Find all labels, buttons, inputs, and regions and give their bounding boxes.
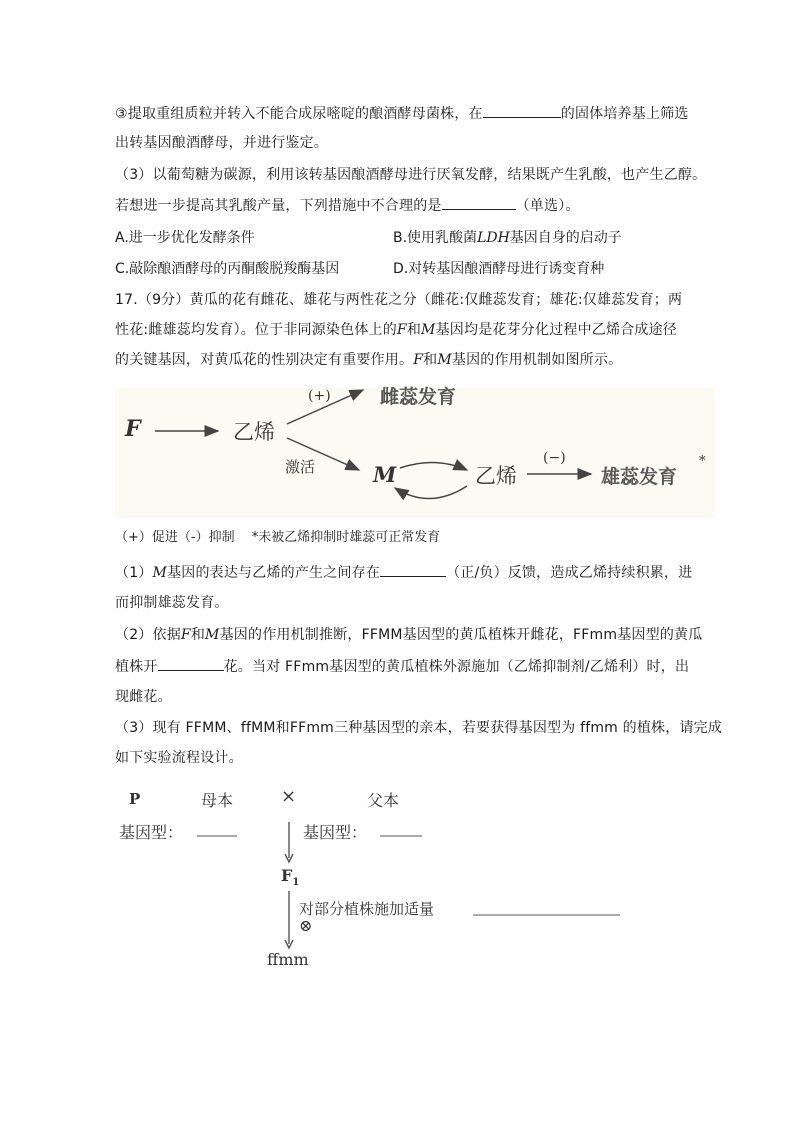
- q16-part3-text-c: （单选）。: [515, 198, 580, 214]
- q17-part1-line2: [115, 593, 685, 613]
- selfing-symbol: ⊗: [299, 916, 313, 935]
- q16-step3-text-c: 出转基因酿酒酵母，并进行鉴定。: [115, 135, 328, 151]
- diagram-activate-label: 激活: [285, 458, 316, 476]
- q17-part3-line1: [115, 718, 723, 738]
- diagram-m-label: M: [373, 462, 397, 487]
- result-genotype: ffmm: [267, 950, 309, 969]
- gene-m: M: [205, 627, 220, 643]
- diagram-f-label: F: [125, 416, 141, 442]
- gene-f: F: [180, 627, 191, 643]
- q16-step3-line2: [115, 133, 685, 153]
- q17-p2-text-a: （2）依据: [115, 627, 181, 643]
- q16-part3-line2: [115, 195, 685, 216]
- q17-intro-text-3c: 基因的作用机制如图所示。: [451, 352, 623, 368]
- q16-part3-text-b: 若想进一步提高其乳酸产量，下列措施中不合理的是: [115, 198, 442, 214]
- answer-blank-choice[interactable]: [442, 195, 516, 210]
- q17-p2-text-c: 基因的作用机制推断，FFMM基因型的黄瓜植株开雌花，FFmm基因型的黄瓜: [219, 627, 703, 643]
- gene-m: M: [421, 322, 436, 338]
- q17-part2-line1: [115, 625, 703, 645]
- mother-label: 母本: [201, 791, 234, 810]
- q17-p3-text-b: 如下实验流程设计。: [115, 750, 243, 766]
- q17-p2-text-b: 和: [190, 627, 206, 643]
- q17-p1-text-b: 基因的表达与乙烯的产生之间存在: [167, 565, 381, 581]
- diagram-footnote-star: *: [699, 454, 706, 469]
- q17-intro-text-3b: 和: [423, 352, 438, 368]
- f1-subscript: 1: [292, 877, 300, 889]
- q17-part1-line1: [115, 562, 693, 583]
- answer-blank-medium[interactable]: [483, 103, 561, 118]
- q17-p1-text-d: 而抑制雄蕊发育。: [115, 595, 229, 611]
- father-genotype-label: 基因型：: [303, 823, 368, 842]
- q17-p2-text-d: 植株开: [115, 659, 158, 675]
- q16-part3-line1: [115, 165, 707, 185]
- q17-p2-text-e: 花。当对 FFmm基因型的黄瓜植株外源施加（乙烯抑制剂/乙烯利）时，出: [223, 659, 690, 675]
- option-b-gene: LDH: [477, 230, 510, 246]
- q17-intro-text-3a: 的关键基因，对黄瓜花的性别决定有重要作用。: [115, 352, 414, 368]
- option-b-text-pre: B.使用乳酸菌: [393, 230, 478, 246]
- option-b-text-post: 基因自身的启动子: [509, 230, 622, 246]
- q17-part3-line2: [115, 748, 685, 768]
- mechanism-diagram: [115, 378, 715, 520]
- cross-symbol: ×: [281, 786, 297, 807]
- diagram-inhibit-sign: (−): [543, 450, 566, 466]
- q17-intro-text-2a: 性花:雌雄蕊均发育）。位于非同源染色体上的: [115, 322, 397, 338]
- q17-intro-text-2c: 基因均是花芽分化过程中乙烯合成途径: [435, 322, 677, 338]
- q17-part2-line2: [115, 656, 690, 677]
- generation-f1-label: [281, 866, 299, 888]
- diagram-ethylene-1: 乙烯: [233, 420, 275, 444]
- diagram-promote-sign: (+): [308, 388, 331, 404]
- treatment-label: 对部分植株施加适量: [299, 900, 435, 918]
- answer-blank-feedback[interactable]: [380, 562, 446, 577]
- answer-blank-flower[interactable]: [158, 656, 224, 671]
- diagram-legend: （+）促进（-）抑制 *未被乙烯抑制时雄蕊可正常发育: [115, 530, 441, 545]
- mother-genotype-label: 基因型：: [119, 823, 184, 842]
- option-c[interactable]: C.敲除酿酒酵母的丙酮酸脱羧酶基因: [115, 261, 340, 277]
- gene-f: F: [413, 352, 424, 368]
- breeding-flow-diagram: [115, 778, 675, 978]
- q16-step3-text-b: 的固体培养基上筛选: [560, 106, 689, 122]
- option-d[interactable]: D.对转基因酿酒酵母进行诱变育种: [393, 261, 605, 277]
- f1-letter: F: [281, 866, 293, 885]
- gene-m: M: [437, 352, 452, 368]
- q17-intro-line3: [115, 350, 685, 370]
- diagram-ethylene-2: 乙烯: [475, 464, 517, 488]
- q16-part3-text-a: （3）以葡萄糖为碳源，利用该转基因酿酒酵母进行厌氧发酵，结果既产生乳酸，也产生乙醇。: [115, 167, 707, 183]
- q17-intro-text-2b: 和: [406, 322, 422, 338]
- gene-m: M: [152, 565, 168, 581]
- q17-p1-text-c: （正/负）反馈，造成乙烯持续积累，进: [446, 565, 693, 581]
- q17-part2-line3: [115, 687, 685, 707]
- q17-p2-text-f: 现雌花。: [115, 689, 172, 705]
- q17-intro-line1: [115, 290, 685, 310]
- q17-p3-text-a: （3）现有 FFMM、ffMM和FFmm三种基因型的亲本，若要获得基因型为 ffmm 的植株，请完成: [115, 720, 723, 736]
- father-label: 父本: [367, 791, 400, 810]
- diagram-stamen-development: 雄蕊发育: [601, 466, 678, 488]
- generation-p-label: P: [129, 790, 141, 808]
- q17-intro-text-1: 17.（9分）黄瓜的花有雌花、雄花与两性花之分（雌花:仅雌蕊发育；雄花:仅雄蕊发育；两: [115, 292, 683, 308]
- gene-f: F: [396, 322, 407, 338]
- option-a[interactable]: A.进一步优化发酵条件: [115, 230, 255, 246]
- q16-step3-line1: [115, 103, 689, 124]
- option-b[interactable]: [393, 228, 622, 248]
- q17-intro-line2: [115, 320, 685, 340]
- diagram-pistil-development: 雌蕊发育: [380, 386, 457, 408]
- q17-p1-text-a: （1）: [115, 565, 153, 581]
- q16-step3-text-a: ③提取重组质粒并转入不能合成尿嘧啶的酿酒酵母菌株，在: [115, 106, 483, 122]
